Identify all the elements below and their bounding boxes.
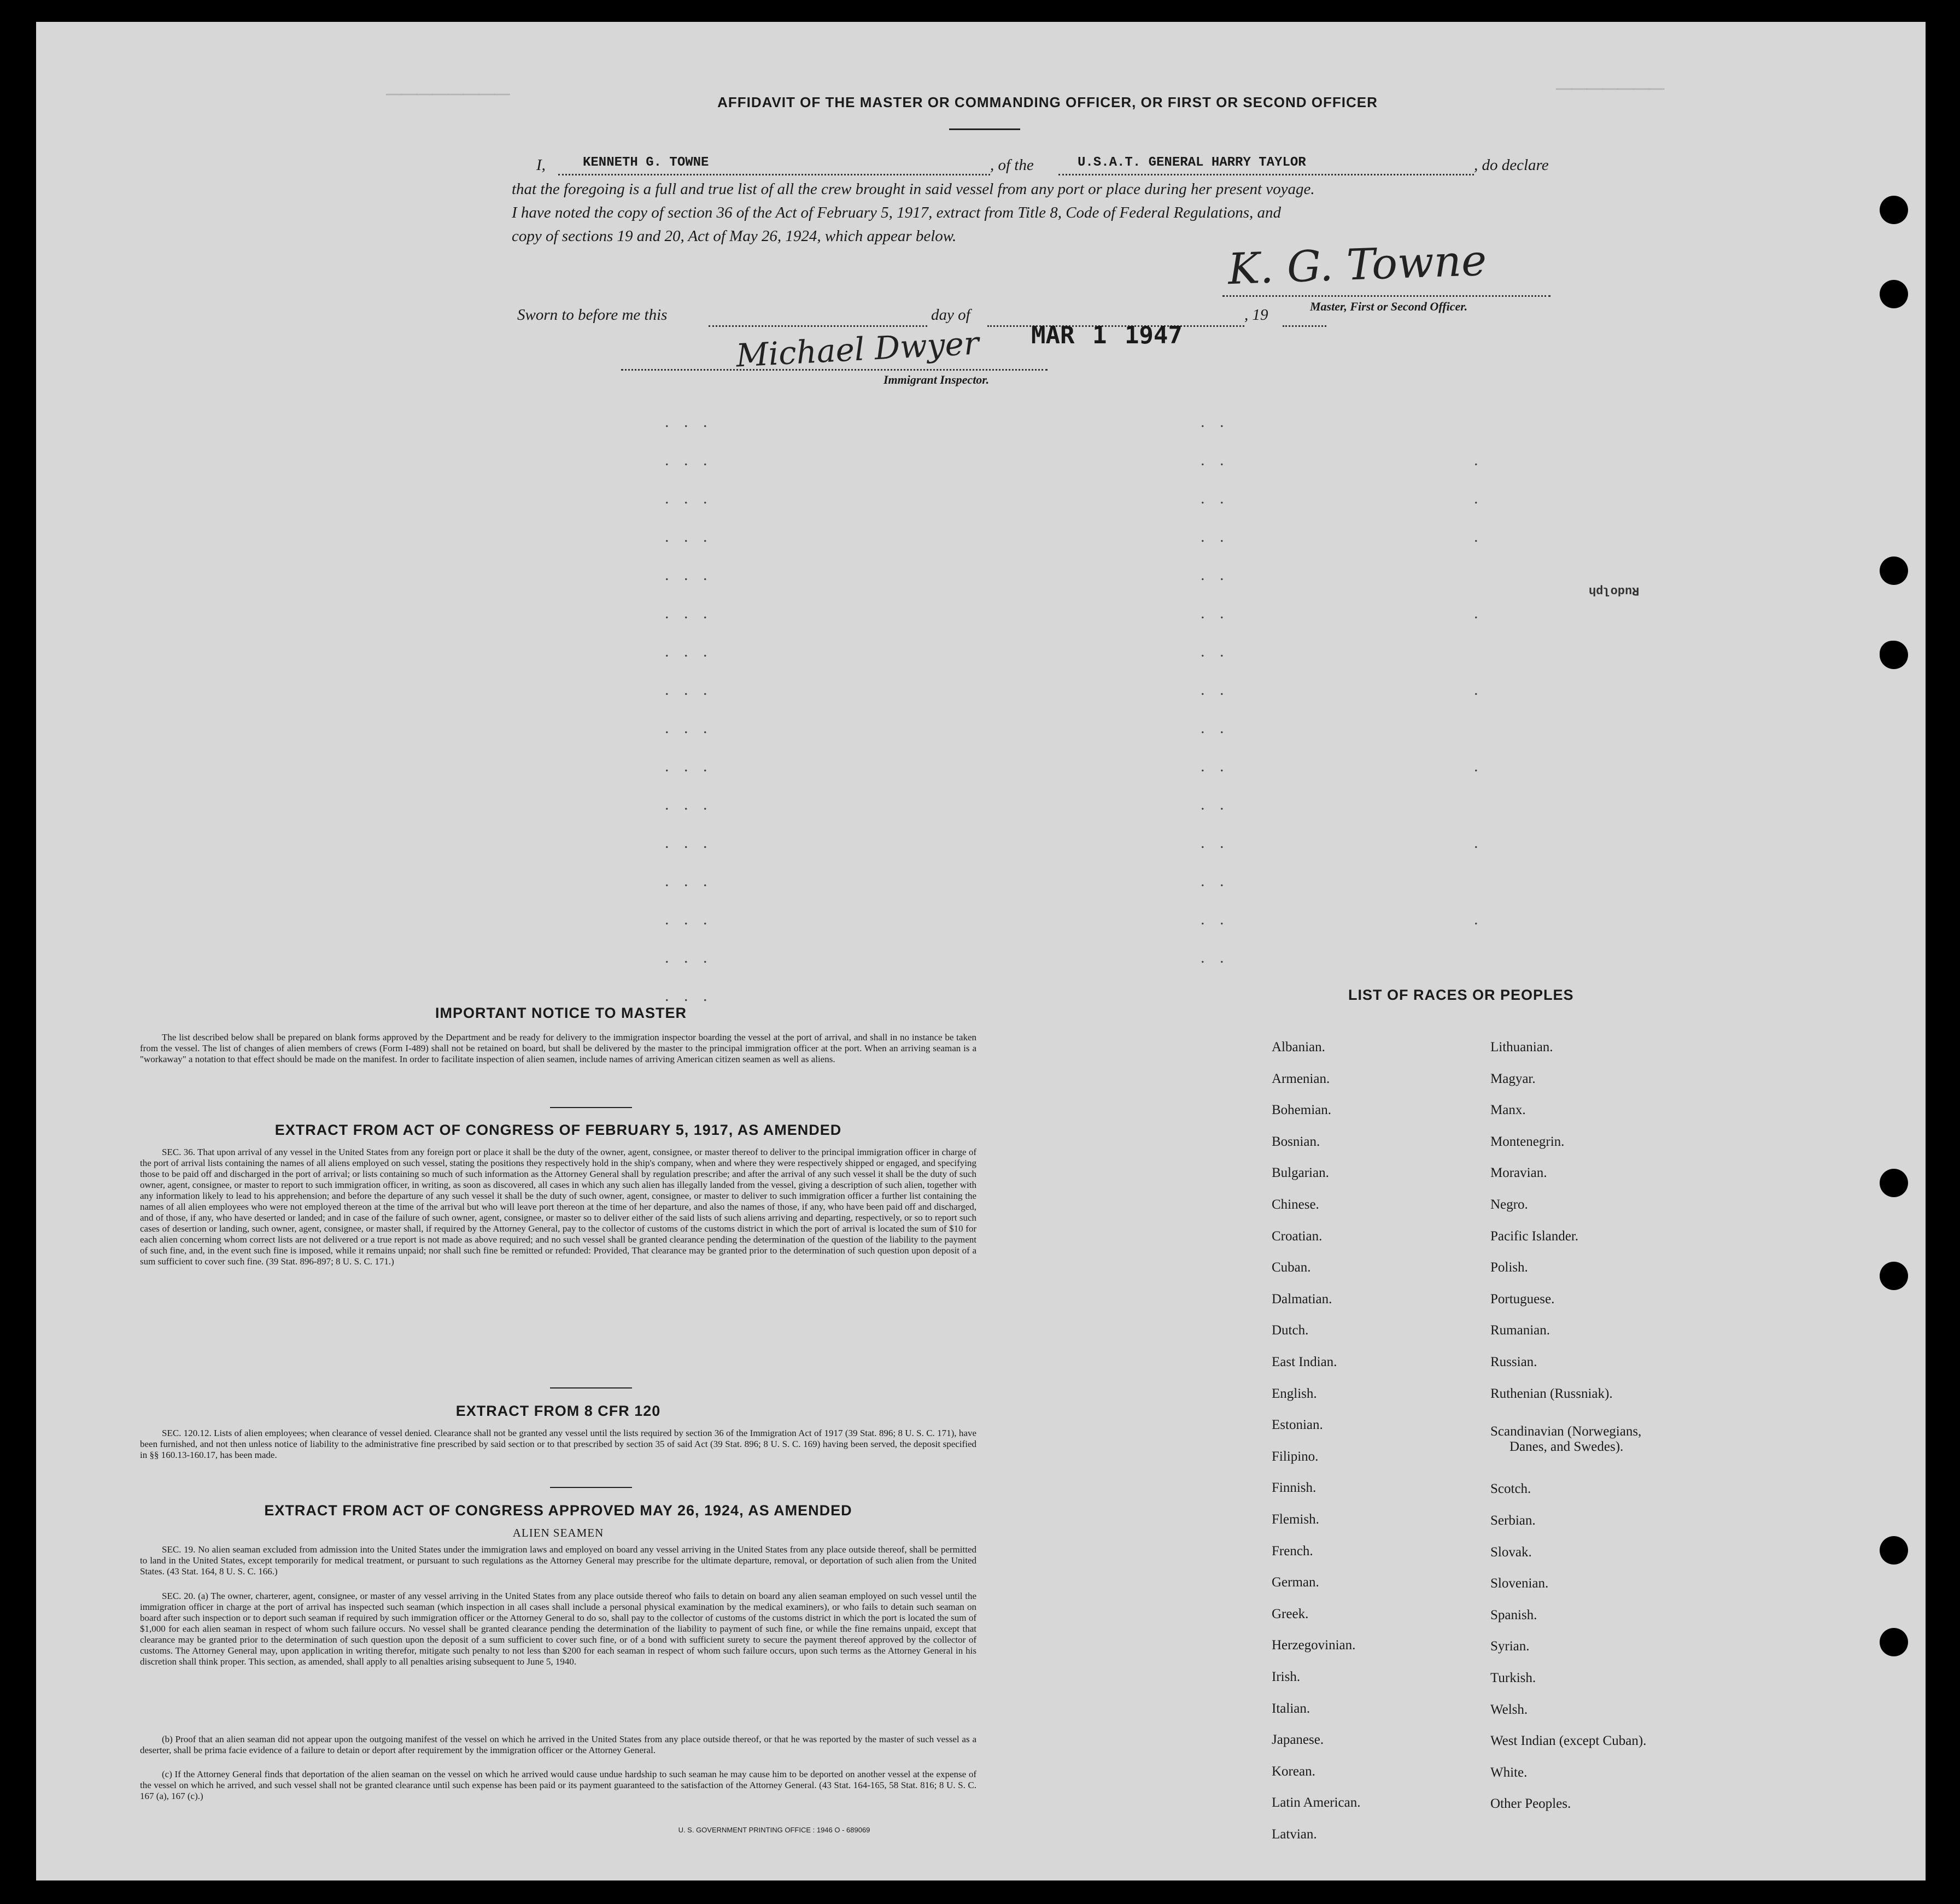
date-stamp: MAR 1 1947: [1031, 321, 1183, 349]
vessel-name-line: [1058, 174, 1474, 175]
master-name: KENNETH G. TOWNE: [583, 155, 709, 170]
race-item: Armenian.: [1272, 1071, 1330, 1086]
binder-hole: [1880, 1536, 1908, 1565]
master-signature: K. G. Towne: [1227, 236, 1488, 295]
affidavit-title: AFFIDAVIT OF THE MASTER OR COMMANDING OFFICER, OR FIRST OR SECOND OFFICER: [717, 94, 1378, 110]
extract-1917-body: SEC. 36. That upon arrival of any vessel in the United States from any foreign port or place it shall be the duty of the owner, agent, consignee, or master thereof to deliver to the principal immigration officer in charge of the port of arrival lists containing the names of all aliens employed on such vessel, stating the positions they respectively hold in the ship's company, when and where they were respectively shipped or engaged, and specifying those to be paid off and discharged in the port of arrival; or lists containing so much of such information as the Attorney General shall by regulation prescribe; and after the arrival of any such vessel it shall be the duty of such owner, agent, consignee, or master to report to such immigration officer, in writing, as soon as discovered, all cases in which any such alien has illegally landed from the vessel, giving a description of such alien, together with any information likely to lead to his apprehension; and before the departure of any such vessel it shall be the duty of such owner, agent, consignee, or master to deliver to such immigration officer a further list containing the names of all alien employees who were not employed thereon at the time of the arrival but who will leave port thereon at the time of her departure, and also the names of those, if any, who have been paid off and discharged, and of those, if any, who have deserted or landed; and in case of the failure of such owner, agent, consignee, or master so to deliver either of the said lists of such aliens arriving and departing, respectively, or so to report such cases of desertion or landing, such owner, agent, consignee, or master shall, if required by the Attorney General, pay to the collector of customs of the customs district in which the port of arrival is located the sum of $10 for each alien concerning whom correct lists are not delivered or a true report is not made as above required; and no such vessel shall be granted clearance pending the determination of the question of the liability to the payment of such fine, and, in the event such fine is imposed, while it remains unpaid; nor shall such fine be remitted or refunded: Provided, That clearance may be granted prior to the determination of such question upon deposit of a sum sufficient to cover such fine. (39 Stat. 896-897; 8 U. S. C. 171.): [140, 1147, 976, 1267]
affidavit-line-3: I have noted the copy of section 36 of the Act of February 5, 1917, extract from Title 8, Code of Federal Regulations, and: [512, 204, 1282, 221]
race-item: Bulgarian.: [1272, 1165, 1329, 1181]
race-item: Korean.: [1272, 1764, 1315, 1779]
race-item: Portuguese.: [1490, 1291, 1555, 1307]
races-heading: LIST OF RACES OR PEOPLES: [1348, 987, 1574, 1003]
race-item: Filipino.: [1272, 1449, 1319, 1464]
race-item: Lithuanian.: [1490, 1040, 1553, 1054]
race-item: Bosnian.: [1272, 1134, 1320, 1149]
race-item: Spanish.: [1490, 1607, 1537, 1622]
extract-1917-divider: [550, 1387, 632, 1389]
affidavit-declare: , do declare: [1474, 156, 1549, 174]
section-20c-text: (c) If the Attorney General finds that deportation of the alien seaman on the vessel on which he arrived would cause undue hardship to such seaman he may cause him to be deported on another vessel at the expense of the vessel on which he arrived, and such vessel shall not be granted clearance until such expense has been paid or its payment guaranteed to the satisfaction of the Attorney General. (43 Stat. 164-165, 58 Stat. 816; 8 U. S. C. 167 (a), 167 (c).): [140, 1769, 976, 1801]
race-item: Russian.: [1490, 1355, 1537, 1369]
race-item: Welsh.: [1490, 1702, 1528, 1717]
inspector-signature: Michael Dwyer: [735, 324, 980, 374]
race-item: Other Peoples.: [1490, 1796, 1571, 1812]
printer-imprint: U. S. GOVERNMENT PRINTING OFFICE : 1946 O - 689069: [678, 1826, 870, 1834]
race-item: Negro.: [1490, 1197, 1528, 1212]
race-item: Herzegovinian.: [1272, 1638, 1356, 1653]
race-item: Montenegrin.: [1490, 1134, 1565, 1149]
notice-body: The list described below shall be prepared on blank forms approved by the Department and be ready for delivery to the immigration inspector boarding the vessel at the port of arrival, and shall in no instance be taken from the vessel. The list of changes of alien members of crews (Form I-489) shall not be retained on board, but shall be delivered by the master to the principal immigration officer at the port. When an arriving seaman is a "workaway" a notation to that effect should be made on the manifest. In order to facilitate inspection of alien seamen, include names of arriving American citizen seamen as well as aliens.: [140, 1032, 976, 1064]
mirrored-bleed-text: Rudolph: [1589, 584, 1640, 597]
race-item: Slovak.: [1490, 1544, 1532, 1560]
race-item: English.: [1272, 1386, 1317, 1401]
race-item: Ruthenian (Russniak).: [1490, 1386, 1613, 1401]
affidavit-line-4: copy of sections 19 and 20, Act of May 26, 1924, which appear below.: [512, 227, 957, 245]
extract-cfr-heading: EXTRACT FROM 8 CFR 120: [455, 1403, 661, 1419]
vessel-name: U.S.A.T. GENERAL HARRY TAYLOR: [1078, 155, 1306, 170]
affidavit-i: I,: [536, 156, 546, 174]
sworn-day-line: [709, 325, 927, 327]
race-item: Scandinavian (Norwegians,: [1490, 1424, 1642, 1439]
race-item: Latin American.: [1272, 1795, 1361, 1811]
race-item: Croatian.: [1272, 1228, 1323, 1244]
race-item: Bohemian.: [1272, 1103, 1332, 1118]
race-item: Finnish.: [1272, 1480, 1317, 1496]
race-item: Estonian.: [1272, 1417, 1323, 1433]
binder-hole: [1880, 556, 1908, 585]
race-item: Greek.: [1272, 1606, 1309, 1621]
race-item: Moravian.: [1490, 1165, 1547, 1181]
section-19-text: SEC. 19. No alien seaman excluded from admission into the United States under the immigration laws and employed on board any vessel arriving in the United States from any place outside thereof, shall be permitted to land in the United States, except temporarily for medical treatment, or pursuant to such regulations as the Attorney General may prescribe for the ultimate departure, removal, or deportation of such alien from the United States. (43 Stat. 164, 8 U. S. C. 166.): [140, 1544, 976, 1577]
signature-line: [1222, 295, 1551, 297]
section-20a-text: SEC. 20. (a) The owner, charterer, agent, consignee, or master of any vessel arriving in the United States from any place outside thereof who fails to detain on board any alien seaman employed on such vessel until the immigration officer in charge at the port of arrival has inspected such seaman (which inspection in all cases shall include a personal physical examination by the medical examiners), or who fails to detain such seaman on board after such inspection or to deport such seaman if required by such immigration officer or the Attorney General to do so, shall pay to the collector of customs of the customs district in which the port is located the sum of $1,000 for each alien seaman in respect of whom such failure occurs. No vessel shall be granted clearance pending the determination of the liability to payment of such fine, or while the fine remains unpaid, except that clearance may be granted prior to the determination of such question upon the deposit of a sum sufficient to cover such fine, or of a bond with sufficient surety to secure the payment thereof approved by the collector of customs. The Attorney General may, upon application in writing therefor, mitigate such penalty to not less than $200 for each seaman in respect of whom such failure occurs, upon such terms as the Attorney General in his discretion shall think proper. This section, as amended, shall apply to all penalties arising subsequent to June 5, 1940.: [140, 1591, 976, 1667]
day-of-text: day of: [931, 306, 970, 324]
race-item: Flemish.: [1272, 1512, 1319, 1527]
race-item: Rumanian.: [1490, 1323, 1551, 1338]
binder-hole: [1880, 1169, 1908, 1197]
year-text: , 19: [1244, 306, 1268, 324]
race-item: Japanese.: [1272, 1732, 1324, 1748]
race-item: French.: [1272, 1543, 1313, 1559]
sworn-text: Sworn to before me this: [517, 306, 668, 324]
inspector-label: Immigrant Inspector.: [884, 373, 990, 386]
binder-hole: [1880, 196, 1908, 224]
binder-hole: [1880, 1262, 1908, 1290]
bleed-through-text: ───────: [1556, 77, 1665, 101]
race-item: Polish.: [1490, 1260, 1528, 1275]
race-item: Danes, and Swedes).: [1510, 1439, 1624, 1454]
notice-divider: [550, 1107, 632, 1108]
affidavit-line-2: that the foregoing is a full and true list of all the crew brought in said vessel from any port or place during her present voyage.: [512, 180, 1315, 198]
race-item: Latvian.: [1272, 1827, 1317, 1842]
manifest-page: ──────── ─────── AFFIDAVIT OF THE MASTER OR COMMANDING OFFICER, OR FIRST OR SECOND OFFICER I, KENNETH G. TOWNE , of the U.S.A.T. GENERAL HARRY TAYLOR , do declare that the foregoing is a full and true list of all the crew brought in said vessel from any port or place during her present voyage. I have noted the copy of section 36 of the Act of February 5, 1917, extract from Title 8, Code of Federal Regulations, and copy of sections 19 and 20, Act of May 26, 1924, which appear below. K. G. Towne Master, First or Second Officer. Sworn to before me this day of MAR 1 1947 , 19 Michael Dwyer Immigrant Inspector. . . . . . . . . . . . . . . . . . . . . . . . . . . . . . . . . . . . . . . . . . . . . . . . . . . . . . . . . . . . . . . . . . . . . . . . . . . . . . . . . . . . . . . Rudolph IMPORTANT NOTICE TO MASTER The list described below shall be prepared on blank forms approved by the Department and be ready for delivery to the immigration inspector boarding the vessel at the port of arrival, and shall in no instance be taken from the vessel. The list of changes of alien members of crews (Form I-489) shall not be retained on board, but shall be delivered by the master to the principal immigration officer at the port. When an arriving seaman is a "workaway" a notation to that effect should be made on the manifest. In order to facilitate inspection of alien seamen, include names of arriving American citizen seamen as well as aliens. EXTRACT FROM ACT OF CONGRESS OF FEBRUARY 5, 1917, AS AMENDED SEC. 36. That upon arrival of any vessel in the United States from any foreign port or place it shall be the duty of the owner, agent, consignee, or master thereof to deliver to the principal immigration officer in charge of the port of arrival lists containing the names of all aliens employed on such vessel, stating the positions they respectively hold in the ship's company, when and where they were respectively shipped or engaged, and specifying those to be paid off and discharged in the port of arrival; or lists containing so much of such information as the Attorney General shall by regulation prescribe; and after the arrival of any such vessel it shall be the duty of such owner, agent, consignee, or master to report to such immigration officer, in writing, as soon as discovered, all cases in which any such alien has illegally landed from the vessel, giving a description of such alien, together with any information likely to lead to his apprehension; and before the departure of any such vessel it shall be the duty of such owner, agent, consignee, or master to deliver to such immigration officer a further list containing the names of all alien employees who were not employed thereon at the time of the arrival but who will leave port thereon at the time of her departure, and also the names of those, if any, who have been paid off and discharged, and of those, if any, who have deserted or landed; and in case of the failure of such owner, agent, consignee, or master so to deliver either of the said lists of such aliens arriving and departing, respectively, or so to report such cases of desertion or landing, such owner, agent, consignee, or master shall, if required by the Attorney General, pay to the collector of customs of the customs district in which the port of arrival is located the sum of $10 for each alien concerning whom correct lists are not delivered or a true report is not made as above required; and no such vessel shall be granted clearance pending the determination of the question of the liability to the payment of such fine, and, in the event such fine is imposed, while it remains unpaid; nor shall such fine be remitted or refunded: Provided, That clearance may be granted prior to the determination of such question upon deposit of a sum sufficient to cover such fine. (39 Stat. 896-897; 8 U. S. C. 171.) EXTRACT FROM 8 CFR 120 SEC. 120.12. Lists of alien employees; when clearance of vessel denied. Clearance shall not be granted any vessel until the lists required by section 36 of the Immigration Act of 1917 (39 Stat. 896; 8 U. S. C. 171), have been furnished, and not then unless notice of liability to the administrative fine prescribed by said section or to that prescribed by section 35 of said Act (39 Stat. 896; 8 U. S. C. 169) having been served, the deposit specified in §§ 160.13-160.17, has been made. EXTRACT FROM ACT OF CONGRESS APPROVED MAY 26, 1924, AS AMENDED ALIEN SEAMEN SEC. 19. No alien seaman excluded from admission into the United States under the immigration laws and employed on board any vessel arriving in the United States from any place outside thereof, shall be permitted to land in the United States, except temporarily for medical treatment, or pursuant to such regulations as the Attorney General may prescribe for the ultimate departure, removal, or deportation of such alien from the United States. (43 Stat. 164, 8 U. S. C. 166.) SEC. 20. (a) The owner, charterer, agent, consignee, or master of any vessel arriving in the United States from any place outside thereof who fails to detain on board any alien seaman employed on such vessel until the immigration officer in charge at the port of arrival has inspected such seaman (which inspection in all cases shall include a personal physical examination by the medical examiners), or who fails to detain such seaman on board after such inspection or to deport such seaman if required by such immigration officer or the Attorney General to do so, shall pay to the collector of customs of the customs district in which the port is located the sum of $1,000 for each alien seaman in respect of whom such failure occurs. No vessel shall be granted clearance pending the determination of the liability to payment of such fine, or while the fine remains unpaid, except that clearance may be granted prior to the determination of such question upon the deposit of a sum sufficient to cover such fine, or of a bond with sufficient surety to secure the payment thereof approved by the collector of customs. The Attorney General may, upon application in writing therefor, mitigate such penalty to not less than $200 for each seaman in respect of whom such failure occurs, upon such terms as the Attorney General in his discretion shall think proper. This section, as amended, shall apply to all penalties arising subsequent to June 5, 1940. (b) Proof that an alien seaman did not appear upon the outgoing manifest of the vessel on which he arrived in the United States from any place outside thereof, or that he was reported by the master of such vessel as a deserter, shall be prima facie evidence of a failure to detain or deport after requirement by the immigration officer or the Attorney General. (c) If the Attorney General finds that deportation of the alien seaman on the vessel on which he arrived would cause undue hardship to such seaman he may cause him to be deported on another vessel at the expense of the vessel on which he arrived, and such vessel shall not be granted clearance until such expense has been paid or its payment guaranteed to the satisfaction of the Attorney General. (43 Stat. 164-165, 58 Stat. 816; 8 U. S. C. 167 (a), 167 (c).) U. S. GOVERNMENT PRINTING OFFICE : 1946 O - 689069 LIST OF RACES OR PEOPLES Albanian. Armenian. Bohemian. Bosnian. Bulgarian. Chinese. Croatian. Cuban. Dalmatian. Dutch. East Indian. English. Estonian. Filipino. Finnish. Flemish. French. German. Greek. Herzegovinian. Irish. Italian. Japanese. Korean. Latin American. Latvian. Lithuanian. Magyar. Manx. Montenegrin. Moravian. Negro. Pacific Islander. Polish. Portuguese. Rumanian. Russian. Ruthenian (Russniak). Scandinavian (Norwegians, Danes, and Swedes). Scotch. Serbian. Slovak. Slovenian. Spanish. Syrian. Turkish. Welsh. West Indian (except Cuban). White. Other Peoples.: [36, 22, 1926, 1880]
race-item: German.: [1272, 1575, 1319, 1590]
year-line: [1283, 325, 1326, 327]
race-item: Serbian.: [1490, 1513, 1536, 1528]
race-item: Dalmatian.: [1272, 1291, 1332, 1307]
binder-hole: [1880, 280, 1908, 308]
race-item: Magyar.: [1490, 1071, 1536, 1086]
race-item: Pacific Islander.: [1490, 1228, 1579, 1244]
extract-cfr-body: SEC. 120.12. Lists of alien employees; when clearance of vessel denied. Clearance shall not be granted any vessel until the lists required by section 36 of the Immigration Act of 1917 (39 Stat. 896; 8 U. S. C. 171), have been furnished, and not then unless notice of liability to the administrative fine prescribed by said section or to that prescribed by section 35 of said Act (39 Stat. 896; 8 U. S. C. 169) having been served, the deposit specified in §§ 160.13-160.17, has been made.: [140, 1428, 976, 1460]
race-item: White.: [1490, 1765, 1528, 1780]
extract-cfr-divider: [550, 1487, 632, 1488]
inspector-line: [621, 369, 1048, 371]
race-item: Irish.: [1272, 1669, 1301, 1684]
race-item: Slovenian.: [1490, 1576, 1549, 1591]
alien-seamen-subheading: ALIEN SEAMEN: [512, 1526, 604, 1539]
race-item: East Indian.: [1272, 1355, 1337, 1369]
race-item: Dutch.: [1272, 1323, 1309, 1338]
race-item: Scotch.: [1490, 1481, 1531, 1497]
race-item: West Indian (except Cuban).: [1490, 1733, 1647, 1749]
race-item: Italian.: [1272, 1701, 1310, 1716]
officer-label: Master, First or Second Officer.: [1310, 300, 1468, 313]
notice-heading: IMPORTANT NOTICE TO MASTER: [435, 1005, 687, 1021]
race-item: Albanian.: [1272, 1040, 1325, 1054]
section-20b-text: (b) Proof that an alien seaman did not appear upon the outgoing manifest of the vessel on which he arrived in the United States from any place outside thereof, or that he was reported by the master of such vessel as a deserter, shall be prima facie evidence of a failure to detain or deport after requirement by the immigration officer or the Attorney General.: [140, 1734, 976, 1755]
title-divider: [949, 128, 1020, 130]
extract-1917-heading: EXTRACT FROM ACT OF CONGRESS OF FEBRUARY 5, 1917, AS AMENDED: [274, 1122, 842, 1138]
bleed-through-text: ────────: [386, 82, 510, 106]
race-item: Manx.: [1490, 1103, 1526, 1118]
binder-hole: [1880, 1628, 1908, 1656]
race-item: Cuban.: [1272, 1260, 1311, 1275]
race-item: Chinese.: [1272, 1197, 1319, 1212]
race-item: Syrian.: [1490, 1639, 1530, 1654]
master-name-line: [558, 174, 990, 175]
extract-1924-heading: EXTRACT FROM ACT OF CONGRESS APPROVED MAY 26, 1924, AS AMENDED: [264, 1502, 852, 1519]
binder-hole: [1880, 641, 1908, 669]
affidavit-of-the: , of the: [990, 156, 1034, 174]
race-item: Turkish.: [1490, 1671, 1536, 1685]
